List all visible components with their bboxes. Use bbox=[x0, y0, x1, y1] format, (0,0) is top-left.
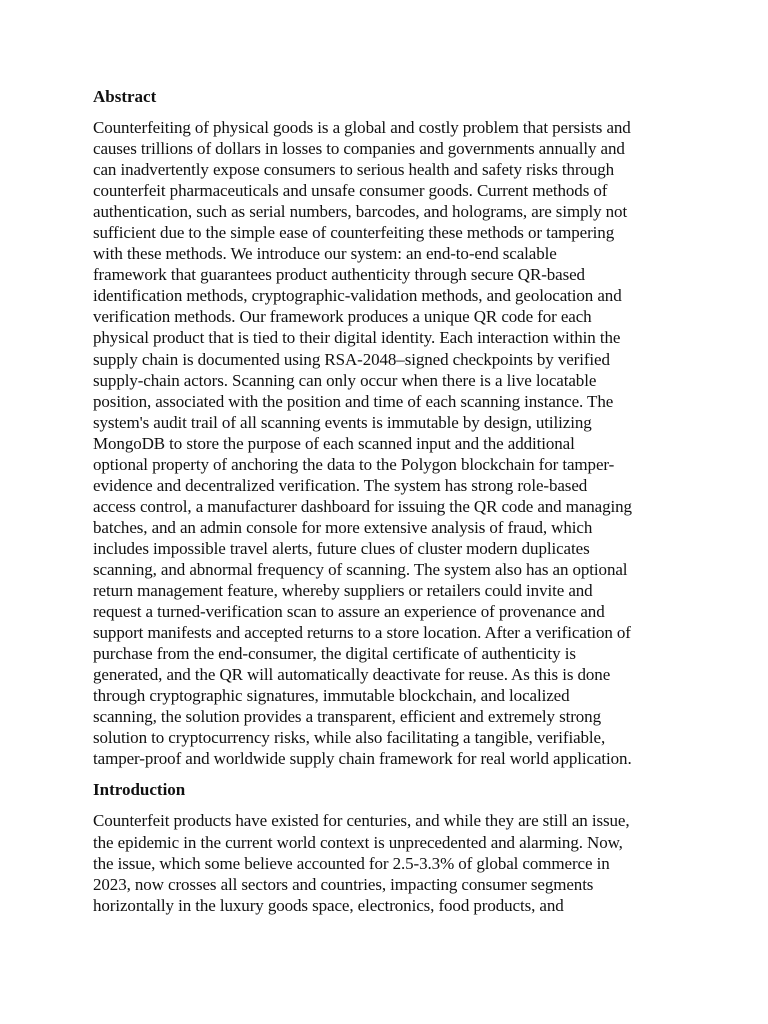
abstract-line: supply chain is documented using RSA-2048–signed checkpoints by verified bbox=[93, 349, 610, 369]
abstract-body bbox=[93, 117, 679, 769]
abstract-line: scanning, the solution provides a transparent, efficient and extremely strong bbox=[93, 707, 601, 727]
introduction-line: the issue, which some believe accounted for 2.5-3.3% of global commerce in bbox=[93, 853, 610, 873]
abstract-line: identification methods, cryptographic-validation methods, and geolocation and bbox=[93, 286, 622, 306]
abstract-line: generated, and the QR will automatically deactivate for reuse. As this is done bbox=[93, 665, 611, 685]
abstract-line: Counterfeiting of physical goods is a global and costly problem that persists and bbox=[93, 118, 631, 137]
abstract-line: scanning, and abnormal frequency of scanning. The system also has an optional bbox=[93, 559, 628, 579]
abstract-line: authentication, such as serial numbers, barcodes, and holograms, are simply not bbox=[93, 202, 628, 222]
abstract-line: optional property of anchoring the data to the Polygon blockchain for tamper- bbox=[93, 454, 615, 474]
abstract-line: position, associated with the position and time of each scanning instance. The bbox=[93, 391, 614, 411]
introduction-line: horizontally in the luxury goods space, electronics, food products, and bbox=[93, 895, 564, 915]
introduction-body bbox=[93, 810, 679, 915]
abstract-line: access control, a manufacturer dashboard for issuing the QR code and managing bbox=[93, 496, 632, 516]
abstract-line: support manifests and accepted returns to a store location. After a verification of bbox=[93, 623, 631, 643]
abstract-line: purchase from the end-consumer, the digital certificate of authenticity is bbox=[93, 644, 576, 664]
abstract-line: evidence and decentralized verification. The system has strong role-based bbox=[93, 475, 588, 495]
abstract-line: causes trillions of dollars in losses to companies and governments annually and bbox=[93, 139, 625, 159]
abstract-line: system's audit trail of all scanning events is immutable by design, utilizing bbox=[93, 412, 592, 432]
introduction-line: 2023, now crosses all sectors and countries, impacting consumer segments bbox=[93, 874, 594, 894]
abstract-line: solution to cryptocurrency risks, while also facilitating a tangible, verifiable, bbox=[93, 728, 606, 748]
abstract-line: counterfeit pharmaceuticals and unsafe consumer goods. Current methods of bbox=[93, 181, 608, 201]
abstract-line: batches, and an admin console for more extensive analysis of fraud, which bbox=[93, 517, 593, 537]
abstract-line: verification methods. Our framework produces a unique QR code for each bbox=[93, 307, 592, 327]
abstract-line: physical product that is tied to their digital identity. Each interaction within the bbox=[93, 328, 621, 348]
paper-page bbox=[93, 86, 679, 926]
abstract-line: includes impossible travel alerts, future clues of cluster modern duplicates bbox=[93, 538, 590, 558]
introduction-heading: Introduction bbox=[93, 780, 186, 800]
introduction-line: the epidemic in the current world context is unprecedented and alarming. Now, bbox=[93, 832, 623, 852]
abstract-line: with these methods. We introduce our system: an end-to-end scalable bbox=[93, 244, 557, 264]
abstract-line: through cryptographic signatures, immutable blockchain, and localized bbox=[93, 686, 570, 706]
abstract-heading: Abstract bbox=[93, 87, 157, 106]
abstract-line: framework that guarantees product authenticity through secure QR-based bbox=[93, 265, 585, 285]
abstract-line: can inadvertently expose consumers to serious health and safety risks through bbox=[93, 160, 615, 180]
abstract-line: request a turned-verification scan to assure an experience of provenance and bbox=[93, 602, 605, 622]
abstract-line: sufficient due to the simple ease of counterfeiting these methods or tampering bbox=[93, 223, 615, 243]
abstract-line: return management feature, whereby suppliers or retailers could invite and bbox=[93, 581, 593, 601]
abstract-line: supply-chain actors. Scanning can only occur when there is a live locatable bbox=[93, 370, 597, 390]
abstract-line: tamper-proof and worldwide supply chain framework for real world application. bbox=[93, 749, 632, 769]
introduction-line: Counterfeit products have existed for centuries, and while they are still an issue, bbox=[93, 811, 630, 831]
abstract-line: MongoDB to store the purpose of each scanned input and the additional bbox=[93, 433, 575, 453]
